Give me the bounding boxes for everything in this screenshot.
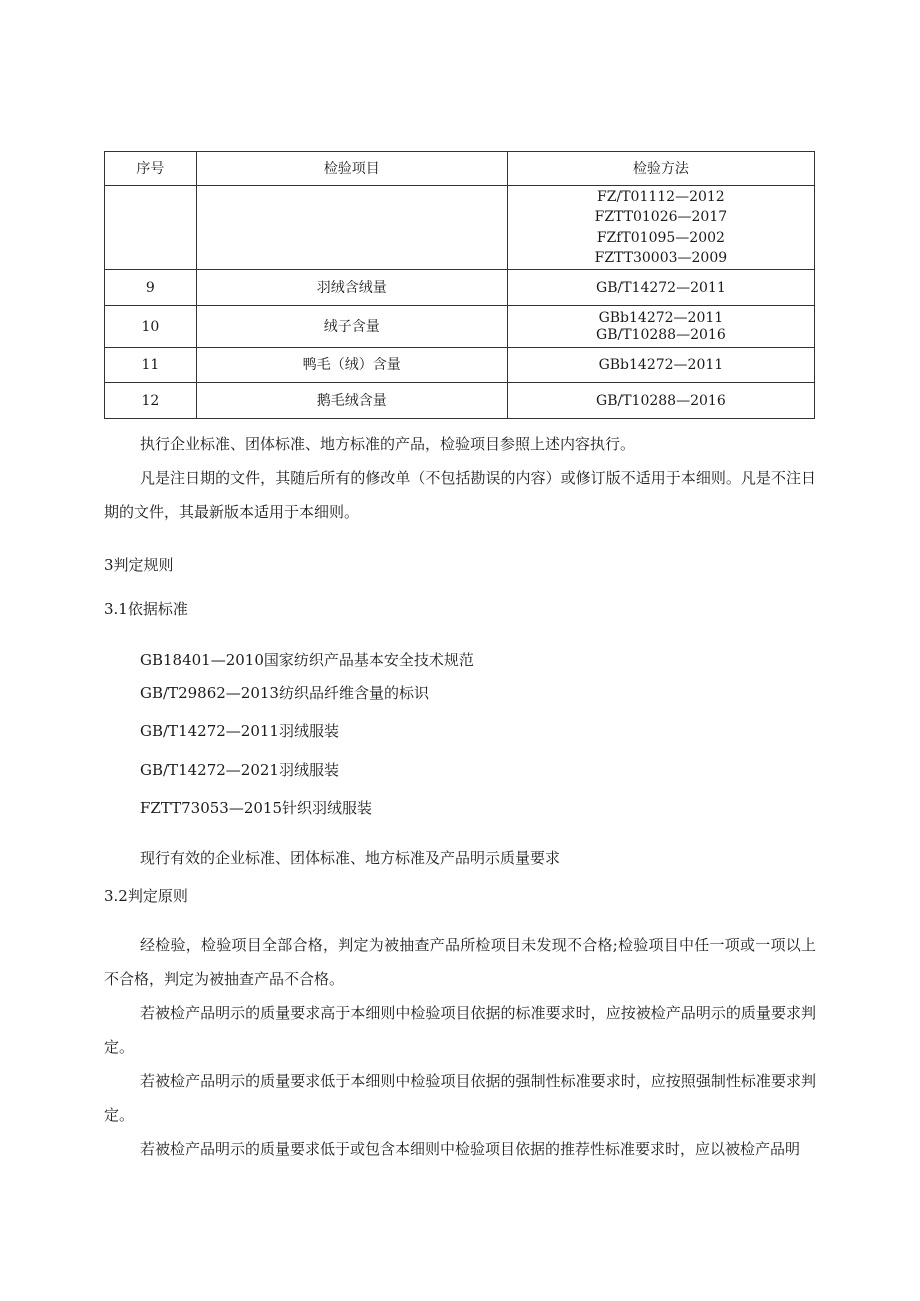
principle-paragraph: 经检验，检验项目全部合格，判定为被抽查产品所检项目未发现不合格;检验项目中任一项或一项以上不合格，判定为被抽查产品不合格。 [104, 936, 816, 988]
standard-item: GB/T29862—2013纺织品纤维含量的标识 [140, 684, 429, 702]
row-methods [507, 306, 814, 348]
section-heading: 3.2判定原则 [104, 887, 188, 905]
row-no: 10 [105, 306, 197, 348]
principle-paragraph: 若被检产品明示的质量要求低于本细则中检验项目依据的强制性标准要求时，应按照强制性标准要求判定。 [104, 1072, 816, 1124]
method-text: GB/T14272—2011 [596, 279, 726, 296]
section-heading: 3.1依据标准 [104, 600, 188, 618]
row-no: 11 [105, 348, 197, 383]
standard-item: FZTT73053—2015针织羽绒服装 [140, 799, 373, 817]
note-paragraph: 凡是注日期的文件，其随后所有的修改单（不包括勘误的内容）或修订版不适用于本细则。凡是不注日期的文件，其最新版本适用于本细则。 [104, 469, 816, 521]
table-row [105, 186, 815, 270]
section-heading: 3判定规则 [104, 556, 174, 574]
row-item: 羽绒含绒量 [196, 270, 507, 306]
row-item [196, 186, 507, 270]
note-paragraph: 执行企业标准、团体标准、地方标准的产品，检验项目参照上述内容执行。 [140, 435, 636, 453]
principle-paragraph: 若被检产品明示的质量要求低于或包含本细则中检验项目依据的推荐性标准要求时，应以被检产品明 [140, 1140, 801, 1158]
row-methods [507, 348, 814, 383]
row-item: 鹅毛绒含量 [196, 383, 507, 419]
table-row [105, 306, 815, 348]
row-no: 9 [105, 270, 197, 306]
row-methods [507, 186, 814, 270]
method-text: GBb14272—2011 [598, 309, 724, 326]
method-text: GBb14272—2011 [598, 357, 724, 373]
inspection-table [104, 151, 815, 419]
row-item: 鸭毛（绒）含量 [196, 348, 507, 383]
row-item: 绒子含量 [196, 306, 507, 348]
header-no: 序号 [105, 152, 197, 186]
table-row [105, 270, 815, 306]
row-no: 12 [105, 383, 197, 419]
standard-item: GB18401—2010国家纺织产品基本安全技术规范 [140, 651, 474, 669]
principle-paragraph: 若被检产品明示的质量要求高于本细则中检验项目依据的标准要求时，应按被检产品明示的质量要求判定。 [104, 1004, 816, 1056]
standard-item: 现行有效的企业标准、团体标准、地方标准及产品明示质量要求 [140, 849, 561, 867]
row-methods [507, 383, 814, 419]
row-methods [507, 270, 814, 306]
standard-item: GB/T14272—2011羽绒服装 [140, 722, 339, 740]
row-no [105, 186, 197, 270]
header-item: 检验项目 [196, 152, 507, 186]
table-row [105, 348, 815, 383]
method-text: FZfT01095—2002 [596, 229, 725, 246]
method-text: GB/T10288—2016 [596, 392, 726, 409]
header-method: 检验方法 [507, 152, 814, 186]
method-text: FZ/T01112—2012 [597, 188, 725, 205]
method-text: GB/T10288—2016 [596, 326, 726, 343]
table-row [105, 383, 815, 419]
standard-item: GB/T14272—2021羽绒服装 [140, 761, 339, 779]
method-text: FZTT01026—2017 [594, 209, 728, 225]
table-header-row [105, 152, 815, 186]
method-text: FZTT30003—2009 [594, 250, 728, 266]
